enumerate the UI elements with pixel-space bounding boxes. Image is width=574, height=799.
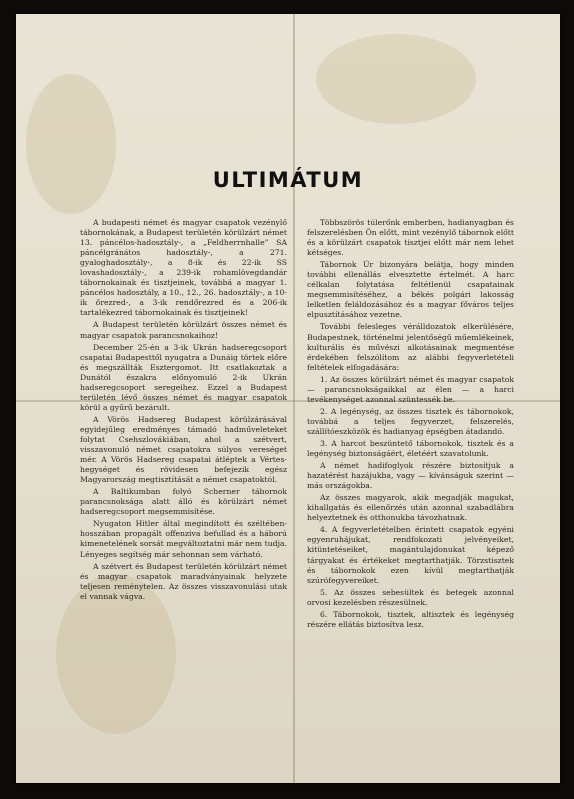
paper-stain [26, 74, 116, 214]
paragraph: Nyugaton Hitler által megindított és széltében-hosszában propagált offenziva befullad és a háború kimenetelének sorsát megváltoztatni már nem tudja. Lényeges segítség már sehonnan sem várható. [80, 519, 287, 559]
left-text-column [80, 218, 287, 604]
paragraph: 4. A fegyverletételben érintett csapatok egyéni egyenruhájukat, rendfokozati jelvényeiket, kitüntetéseiket, magántulajdonukat képező tárgyakat és értékeket megtarthatják. Törzstisztek és tábornokok ezen kívül megtarthatják szúrófegyvereiket. [307, 525, 514, 585]
paragraph: Tábornok Úr bizonyára belátja, hogy minden további ellenállás elvesztette értelmét. A harc célkalan folytatása feltétlenül csapatainak megsemmisítéséhez, a békés polgári lakosság lelketlen feláldozásához és a magyar főváros teljes elpusztításához vezetne. [307, 260, 514, 320]
paragraph: A Budapest területén körülzárt összes német és magyar csapatok parancsnokaihoz! [80, 320, 287, 340]
paragraph: A német hadifoglyok részére biztosítjuk a hazatérést hazájukba, vagy — kívánságuk szerint — más országokba. [307, 461, 514, 491]
vertical-fold-line [293, 14, 295, 783]
page-title: ULTIMÁTUM [212, 168, 364, 192]
paragraph: A budapesti német és magyar csapatok vezénylő tábornokának, a Budapest területén körülzárt német 13. páncélos-hadosztály-, a „Feldherrnhalle” SA páncélgránátos hadosztály-, a 271. gyaloghadosztály-, a 8-ik és 22-ik SS lovashadosztály-, a 239-ik rohamlövegdandár tábornokainak és tisztjeinek, továbbá a magyar 1. páncélos hadosztály, a 10., 12., 26. hadosztály-, a 10-ik őrezred-, a 3-ik rendőrezred és a 206-ik tartalékezred tábornokainak és tisztjeinek! [80, 218, 287, 318]
paragraph: 2. A legénység, az összes tisztek és tábornokok, továbbá a teljes fegyverzet, felszerelés, szállítóeszközök és hadianyag épségben átadandó. [307, 406, 514, 436]
paragraph: 1. Az összes körülzárt német és magyar csapatok — parancsnokságaikkal az élen — a harci tevékenységet azonnal szüntessék be. [307, 374, 514, 404]
paragraph: Többszörös túlerőnk emberben, hadianyagban és felszerelésben Ön előtt, mint vezénylő tábornok előtt és a körülzárt csapatok tisztjei előtt már nem lehet kétséges. [307, 218, 514, 258]
paragraph: 5. Az összes sebesültek és betegek azonnal orvosi kezelésben részesülnek. [307, 587, 514, 607]
right-text-column [307, 218, 514, 632]
paragraph: A Vörös Hadsereg Budapest körülzárásával egyidejűleg eredményes támadó hadműveleteket folytat Csehszlovákiában, ahol a szétvert, visszavonuló német csapatokra súlyos vereséget mér. A Vörös Hadsereg csapatai átléptek a Vértes-hegységet és rövidesen befejezik egész Magyarország megtisztítását a német csapatoktól. [80, 414, 287, 485]
paragraph: 3. A harcot beszüntető tábornokok, tisztek és a legénység biztonságáért, életéért szavatolunk. [307, 438, 514, 459]
paragraph: December 25-én a 3-ik Ukrán hadseregcsoport csapatai Budapesttől nyugatra a Dunáig törtek előre és megszállták Esztergomot. Itt csatlakoztak a Dunától északra előnyomuló 2-ik Ukrán hadseregcsoport seregeihez. Ezzel a Budapest területén lévő összes német és magyar csapatok körül a gyűrű bezárult. [80, 342, 287, 412]
paragraph: 6. Tábornokok, tisztek, altisztek és legénység részére ellátás biztosítva lesz. [307, 609, 514, 629]
paragraph: További felesleges vérálldozatok elkerülésére, Budapestnek, történelmi jelentőségű műemlékeinek, kulturális és művészi alkotásainak megmentése érdekében felszólítom az alábbi fegyverletételi feltételek elfogadására: [307, 322, 514, 372]
paper-stain [316, 34, 476, 124]
paragraph: Az összes magyarok, akik megadják magukat, kihallgatás és ellenőrzés után azonnal szabadlábra helyeztetnek és otthonukba távozhatnak. [307, 493, 514, 523]
paragraph: A szétvert és Budapest területén körülzárt német és magyar csapatok maradványainak helyzete teljesen reménytelen. Az összes visszavonulási utak el vannak vágva. [80, 561, 287, 601]
paragraph: A Baltikumban folyó Scherner tábornok parancsnoksága alatt álló és körülzárt német hadseregcsoport megsemmisítése. [80, 487, 287, 517]
